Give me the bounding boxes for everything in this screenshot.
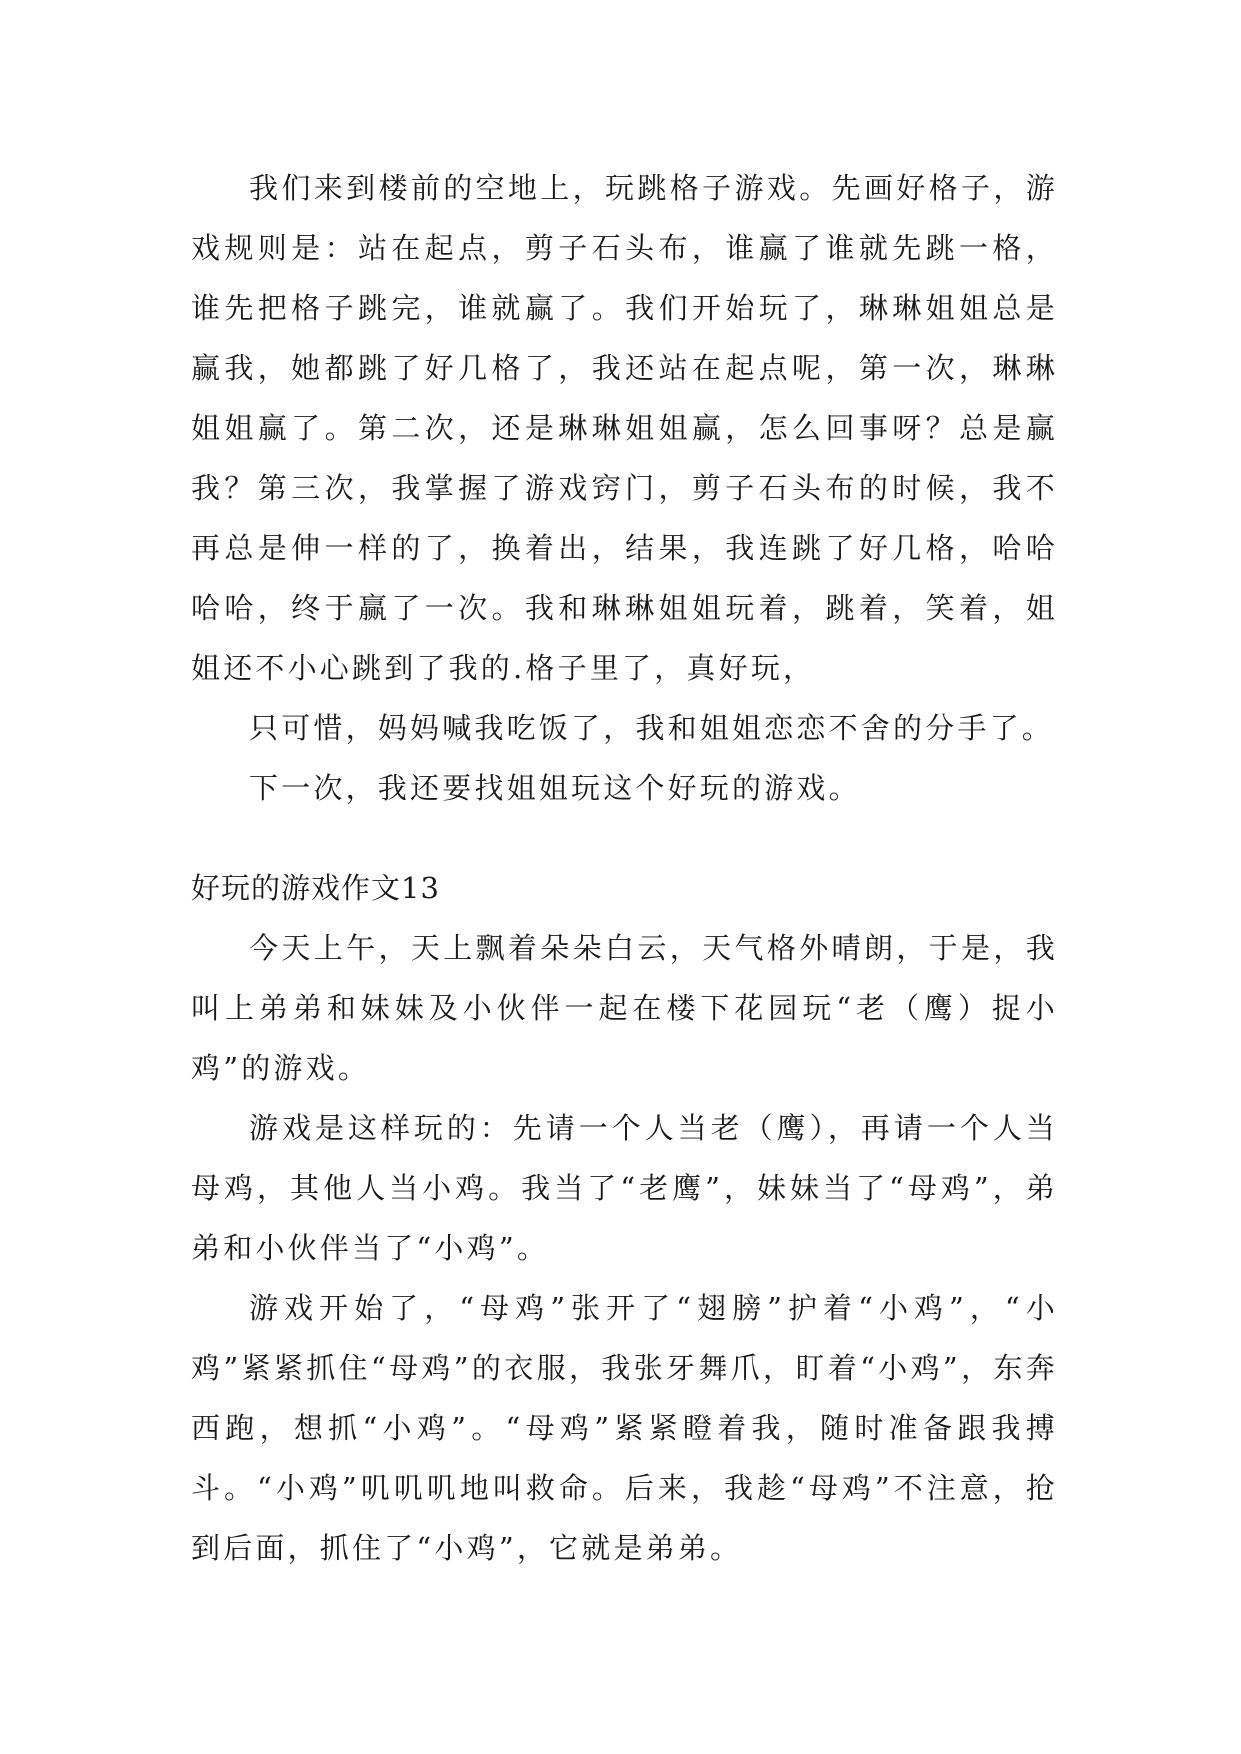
- essay-section-2: [191, 858, 1058, 1578]
- paragraph-hopscotch-game: 我们来到楼前的空地上，玩跳格子游戏。先画好格子，游戏规则是：站在起点，剪子石头布，谁赢了谁就先跳一格，谁先把格子跳完，谁就赢了。我们开始玩了，琳琳姐姐总是赢我，她都跳了好几格了，我还站在起点呢，第一次，琳琳姐姐赢了。第二次，还是琳琳姐姐赢，怎么回事呀？总是赢我？第三次，我掌握了游戏窍门，剪子石头布的时候，我不再总是伸一样的了，换着出，结果，我连跳了好几格，哈哈哈哈，终于赢了一次。我和琳琳姐姐玩着，跳着，笑着，姐姐还不小心跳到了我的.格子里了，真好玩，: [191, 171, 1058, 685]
- paragraph-game-play: 游戏开始了，“母鸡”张开了“翅膀”护着“小鸡”，“小鸡”紧紧抓住“母鸡”的衣服，我张牙舞爪，盯着“小鸡”，东奔西跑，想抓“小鸡”。“母鸡”紧紧瞪着我，随时准备跟我搏斗。“小鸡”叽叽叽地叫救命。后来，我趁“母鸡”不注意，抢到后面，抓住了“小鸡”，它就是弟弟。: [191, 1291, 1058, 1565]
- essay-heading: 好玩的游戏作文13: [191, 871, 440, 905]
- paragraph-game-rules: 游戏是这样玩的：先请一个人当老（鹰），再请一个人当母鸡，其他人当小鸡。我当了“老鹰”，妹妹当了“母鸡”，弟弟和小伙伴当了“小鸡”。: [191, 1111, 1058, 1265]
- paragraph-next-time: 下一次，我还要找姐姐玩这个好玩的游戏。: [249, 771, 861, 805]
- paragraph-sunny-morning: 今天上午，天上飘着朵朵白云，天气格外晴朗，于是，我叫上弟弟和妹妹及小伙伴一起在楼下花园玩“老（鹰）捉小鸡”的游戏。: [191, 931, 1058, 1085]
- essay-section-1: [191, 158, 1058, 818]
- paragraph-mom-calls-dinner: 只可惜，妈妈喊我吃饭了，我和姐姐恋恋不舍的分手了。: [249, 711, 1055, 745]
